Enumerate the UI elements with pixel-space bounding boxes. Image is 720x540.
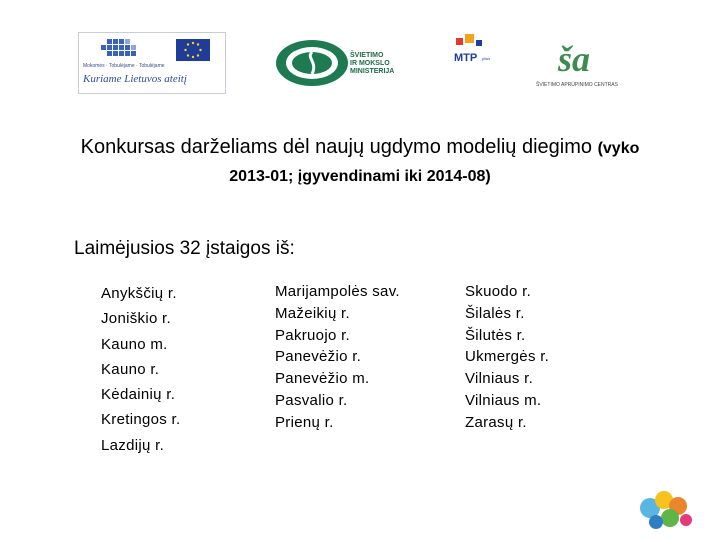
district-item: Kretingos r. bbox=[101, 411, 181, 429]
winners-heading: Laimėjusios 32 įstaigos iš: bbox=[74, 238, 295, 259]
ministry-name-line: ŠVIETIMO bbox=[350, 52, 384, 59]
eu-flag-icon bbox=[176, 39, 210, 61]
mtp-logo bbox=[440, 30, 502, 90]
district-item: Lazdijų r. bbox=[101, 436, 165, 454]
ministry-emblem-icon bbox=[274, 38, 350, 88]
district-item: Vilniaus m. bbox=[465, 391, 542, 409]
district-item: Prienų r. bbox=[275, 413, 334, 431]
esf-caption: Mokomės · Tobulėjame · Tobulėjame bbox=[83, 63, 165, 69]
mtp-text: MTP bbox=[454, 52, 478, 64]
district-item: Joniškio r. bbox=[101, 310, 171, 328]
district-item: Vilniaus r. bbox=[465, 370, 534, 388]
sac-logo bbox=[536, 38, 640, 92]
district-item: Zarasų r. bbox=[465, 413, 527, 431]
district-item: Šilalės r. bbox=[465, 304, 525, 322]
pixel-map-icon bbox=[99, 37, 159, 63]
district-item: Kėdainių r. bbox=[101, 386, 176, 404]
district-item: Mažeikių r. bbox=[275, 304, 350, 322]
district-item: Ukmergės r. bbox=[465, 348, 550, 366]
ministry-name-line: IR MOKSLO bbox=[350, 60, 390, 67]
district-item: Marijampolės sav. bbox=[275, 283, 400, 300]
title-main: Konkursas darželiams dėl naujų ugdymo modelių diegimo bbox=[80, 136, 593, 158]
esf-slogan: Kuriame Lietuvos ateitį bbox=[83, 73, 187, 85]
district-item: Anykščių r. bbox=[101, 285, 177, 302]
district-column bbox=[101, 281, 180, 458]
page-title bbox=[60, 134, 660, 190]
district-item: Skuodo r. bbox=[465, 283, 532, 300]
sac-mark: ša bbox=[558, 39, 591, 79]
ministry-name-line: MINISTERIJA bbox=[350, 68, 395, 75]
district-item: Šilutės r. bbox=[465, 326, 526, 344]
district-item: Panevėžio r. bbox=[275, 348, 362, 366]
esf-logo bbox=[78, 32, 226, 94]
title-note: (vyko 2013-01; įgyvendinami iki 2014-08) bbox=[229, 140, 640, 185]
district-item: Kauno r. bbox=[101, 360, 160, 378]
district-item: Panevėžio m. bbox=[275, 370, 370, 388]
mtp-plus-text: plius bbox=[482, 56, 491, 61]
ministry-logo bbox=[274, 38, 404, 88]
district-item: Pasvalio r. bbox=[275, 391, 348, 409]
district-item: Kauno m. bbox=[101, 335, 168, 353]
district-column bbox=[275, 281, 400, 434]
hands-logo-icon bbox=[636, 482, 700, 532]
district-item: Pakruojo r. bbox=[275, 326, 351, 344]
district-column bbox=[465, 281, 549, 434]
sac-caption: ŠVIETIMO APRŪPINIMO CENTRAS bbox=[536, 82, 618, 88]
